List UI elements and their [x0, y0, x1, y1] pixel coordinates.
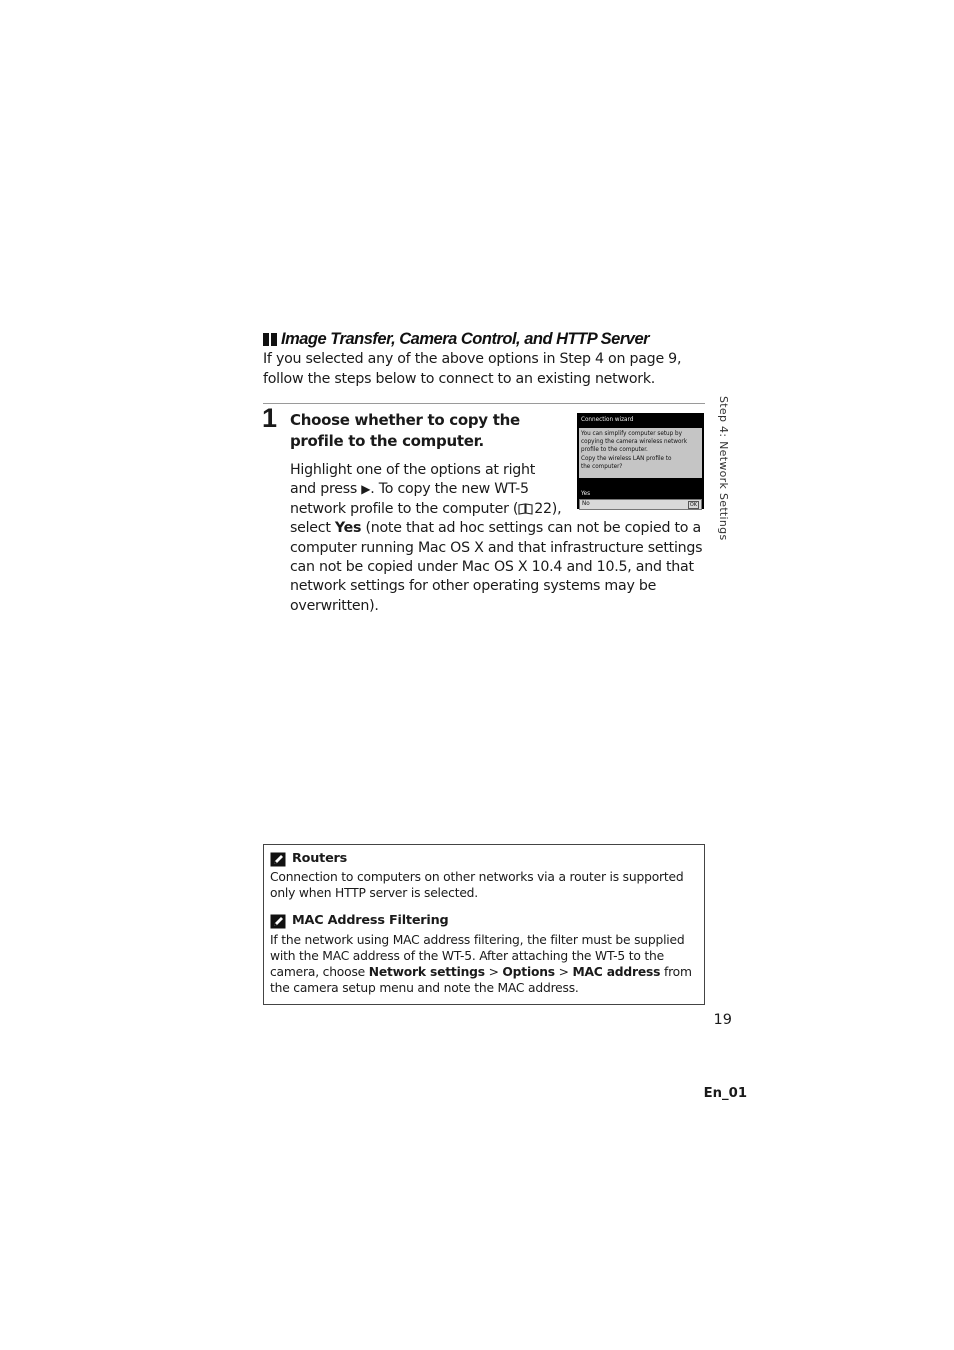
step-number: 1: [262, 403, 278, 433]
step-body-part3: ), select: [290, 500, 562, 537]
step-divider: [263, 403, 705, 404]
mac-title-text: MAC Address Filtering: [292, 913, 449, 929]
intro-paragraph: If you selected any of the above options in Step 4 on page 9, follow the steps below to connect to an existing network.: [263, 351, 682, 387]
yes-option-label: Yes: [334, 520, 362, 537]
step-title: Choose whether to copy the profile to the computer.: [290, 411, 520, 450]
page-code: En_01: [703, 1086, 747, 1101]
camera-screen: [577, 413, 704, 509]
ok-button-icon: OK: [689, 501, 697, 508]
section-marker-icon: [263, 333, 277, 346]
section-heading-text: Image Transfer, Camera Control, and HTTP Server: [281, 329, 650, 348]
screen-title: Connection wizard: [581, 416, 634, 423]
screen-message-line: You can simplify computer setup by: [581, 430, 682, 437]
menu-mac-address: MAC address: [572, 965, 661, 980]
chapter-side-tab: Step 4: Network Settings: [717, 396, 730, 541]
screen-message-line: Copy the wireless LAN profile to: [581, 454, 672, 462]
step-body-part2: . To copy the new WT-5 network profile to the computer (: [290, 481, 529, 517]
pencil-note-icon: [270, 852, 286, 867]
routers-note-text: Connection to computers on other networks via a router is supported only when HTTP server is selected.: [270, 870, 684, 901]
section-heading: [263, 328, 713, 350]
mac-note-text: [270, 932, 696, 997]
notes-box: [263, 844, 705, 1005]
screen-message: [579, 428, 702, 478]
routers-title-text: Routers: [292, 850, 348, 866]
routers-note-title: [270, 850, 696, 868]
screen-message-line: copying the camera wireless network: [581, 438, 688, 446]
screen-message-line: the computer?: [581, 462, 623, 470]
right-arrow-icon: ▶: [361, 482, 371, 497]
page-reference: 22: [534, 500, 552, 517]
screen-option-yes[interactable]: Yes: [581, 490, 591, 497]
menu-options: Options: [502, 965, 555, 980]
mac-note-title: [270, 913, 696, 931]
mac-text-2: from the camera setup menu and note the MAC address.: [270, 965, 692, 996]
screen-option-no-label: No: [582, 500, 590, 508]
screen-option-no[interactable]: [579, 499, 702, 510]
mac-text-1: If the network using MAC address filtering, the filter must be supplied with the MAC address of the WT-5. After attaching the WT-5 to the camera, choose: [270, 932, 685, 980]
menu-network-settings: Network settings: [368, 965, 485, 980]
page-number: 19: [713, 1012, 732, 1028]
step-body-part1: Highlight one of the options at right and press: [290, 462, 536, 498]
step-body-part4: (note that ad hoc settings can not be copied to a computer running Mac OS X and that infrastructure settings can not be copied under Mac OS X 10.4 and 10.5, and that network settings for other operating systems may be overwritten).: [290, 520, 703, 614]
menu-separator: >: [484, 965, 503, 980]
book-reference-icon: [518, 503, 533, 515]
screen-message-line: profile to the computer.: [581, 446, 648, 454]
pencil-note-icon: [270, 914, 286, 929]
menu-separator: >: [554, 965, 573, 980]
